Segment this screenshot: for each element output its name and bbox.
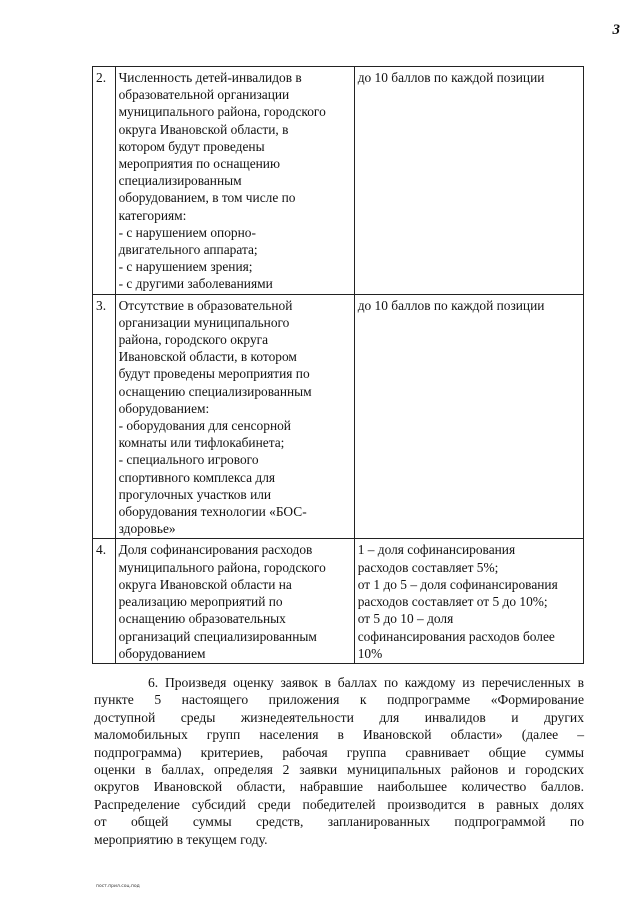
criterion-line: мероприятия по оснащению — [118, 156, 280, 172]
criterion-line: Доля софинансирования расходов — [118, 542, 313, 558]
criterion-line: Ивановской области, в котором — [118, 349, 297, 365]
paragraph-line: мероприятию в текущем году. — [94, 831, 268, 847]
criterion-line: - с нарушением опорно- — [118, 224, 256, 240]
criterion-line: двигательного аппарата; — [118, 242, 258, 258]
criterion-line: реализацию мероприятий по — [118, 594, 283, 610]
paragraph-line: пункте 5 настоящего приложения к подпрограмме «Формирование — [94, 692, 584, 708]
score-line: расходов составляет 5%; — [357, 559, 499, 575]
criterion-line: котором будут проведены — [118, 138, 265, 154]
paragraph-line: маломобильных групп населения в Ивановской области» (далее – — [94, 727, 584, 743]
criterion-line: спортивного комплекса для — [118, 469, 276, 485]
criterion-line: организации муниципального — [118, 314, 290, 330]
criterion-line: здоровье» — [118, 521, 176, 537]
criterion-line: образовательной организации — [118, 87, 290, 103]
criterion-line: округа Ивановской области на — [118, 576, 292, 592]
criterion-line: - специального игрового — [118, 452, 259, 468]
row-number: 3. — [93, 294, 116, 539]
criterion-line: - оборудования для сенсорной — [118, 418, 291, 434]
criterion-line: категориям: — [118, 207, 187, 223]
criterion-cell — [115, 539, 354, 663]
footer-stamp: пост.прил.соц.под — [96, 884, 140, 889]
criterion-line: - с другими заболеваниями — [118, 276, 273, 292]
criterion-line: оборудования технологии «БОС- — [118, 504, 307, 520]
score-cell — [354, 294, 583, 539]
criterion-line: оборудованием: — [118, 400, 210, 416]
criterion-line: муниципального района, городского — [118, 104, 326, 120]
criterion-line: - с нарушением зрения; — [118, 259, 253, 275]
paragraph-line: округов Ивановской области, набравшие наибольшее количество баллов. — [94, 779, 584, 795]
paragraph-line: доступной среды жизнедеятельности для инвалидов и других — [94, 709, 584, 725]
criterion-line: специализированным — [118, 173, 242, 189]
score-line: до 10 баллов по каждой позиции — [357, 297, 545, 313]
score-line: софинансирования расходов более — [357, 628, 555, 644]
criterion-line: муниципального района, городского — [118, 559, 326, 575]
score-line: 1 – доля софинансирования — [357, 542, 516, 558]
score-cell — [354, 67, 583, 295]
paragraph-line: оценки в баллах, определяя 2 заявки муниципальных районов и городских — [94, 762, 584, 778]
criterion-line: округа Ивановской области, в — [118, 121, 289, 137]
criterion-cell — [115, 294, 354, 539]
criterion-line: Численность детей-инвалидов в — [118, 70, 302, 85]
row-number: 4. — [93, 539, 116, 663]
table-row — [93, 67, 584, 295]
criterion-line: организаций специализированным — [118, 628, 317, 644]
criterion-line: комнаты или тифлокабинета; — [118, 435, 285, 451]
paragraph-line: 6. Произведя оценку заявок в баллах по каждому из перечисленных в — [148, 675, 584, 690]
row-number: 2. — [93, 67, 116, 295]
score-line: 10% — [357, 645, 383, 661]
criterion-line: оборудованием — [118, 645, 206, 661]
paragraph-line: Распределение субсидий среди победителей производится в равных долях — [94, 796, 584, 812]
criterion-line: оснащению специализированным — [118, 383, 312, 399]
score-line: расходов составляет от 5 до 10%; — [357, 594, 548, 610]
criterion-line: прогулочных участков или — [118, 486, 272, 502]
criterion-line: оснащению образовательных — [118, 611, 286, 627]
table-row — [93, 294, 584, 539]
page-number: 3 — [612, 22, 620, 38]
paragraph-line: от общей суммы средств, запланированных подпрограммой по — [94, 814, 584, 830]
table-row — [93, 539, 584, 663]
criterion-cell — [115, 67, 354, 295]
criterion-line: оборудованием, в том числе по — [118, 190, 296, 206]
criteria-table — [92, 66, 584, 664]
criterion-line: Отсутствие в образовательной — [118, 297, 293, 313]
score-line: от 5 до 10 – доля — [357, 611, 454, 627]
paragraph-line: подпрограмма) критериев, рабочая группа сравнивает общие суммы — [94, 744, 584, 760]
criterion-line: будут проведены мероприятия по — [118, 366, 310, 382]
score-line: до 10 баллов по каждой позиции — [357, 70, 545, 85]
score-line: от 1 до 5 – доля софинансирования — [357, 576, 558, 592]
score-cell — [354, 539, 583, 663]
paragraph-6 — [94, 674, 584, 848]
criterion-line: района, городского округа — [118, 332, 269, 348]
